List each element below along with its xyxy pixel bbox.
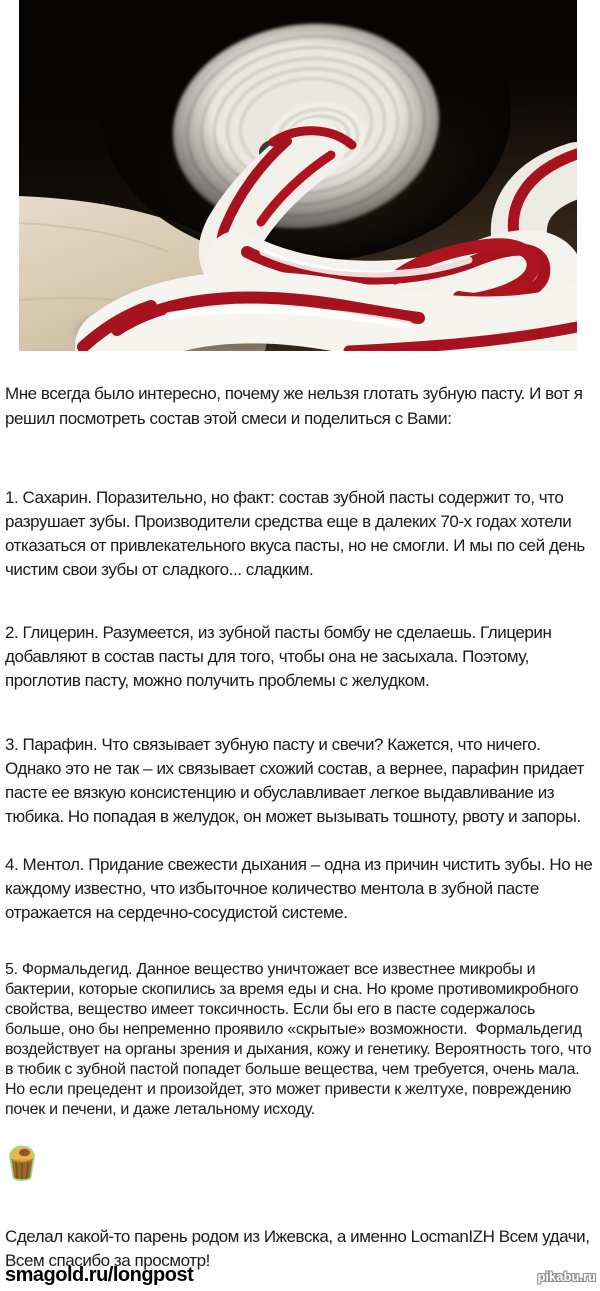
toothpaste-photo xyxy=(19,0,577,351)
ingredient-paragraph-saccharin: 1. Сахарин. Поразительно, но факт: состав зубной пасты содержит то, что разрушает зубы. Производители средства еще в далеких 70-х годах хотели отказаться от привлекательного вкуса пасты, но не смогли. И мы по сей день чистим свои зубы от сладкого... сладким. xyxy=(5,488,590,579)
ingredient-paragraph-paraffin: 3. Парафин. Что связывает зубную пасту и свечи? Кажется, что ничего. Однако это не так – их связывает схожий состав, а вернее, парафин придает пасте ее вязкую консистенцию и обуславливает легкое выдавливание из тюбика. Но попадая в желудок, он может вызывать тошноту, рвоту и запоры. xyxy=(5,735,589,826)
ingredient-paragraph-formaldehyde: 5. Формальдегид. Данное вещество уничтожает все известнее микробы и бактерии, которые скопились за время еды и сна. Но кроме противомикробного свойства, вещество имеет токсичность. Если бы его в пасте содержалось больше, оно бы непременно проявило «скрытые» возможности. Формальдегид воздействует на органы зрения и дыхания, кожу и генетику. Вероятность того, что в тюбик с зубной пастой попадет больше вещества, чем требуется, очень мала. Но если прецедент и произойдет, это может привести к желтухе, повреждению почек и печени, и даже летальному исходу. xyxy=(5,961,596,1118)
pikabu-watermark: pikabu.ru xyxy=(537,1269,596,1284)
ingredient-paragraph-menthol: 4. Ментол. Придание свежести дыхания – одна из причин чистить зубы. Но не каждому известно, что избыточное количество ментола в зубной пасте отражается на сердечно-сосудистой системе. xyxy=(5,855,597,922)
outro-paragraph: Сделал какой-то парень родом из Ижевска, а именно LocmanIZH Всем удачи, Всем спасибо за просмотр! xyxy=(5,1227,594,1270)
source-url-label: smagold.ru/longpost xyxy=(5,1264,194,1286)
muffin-icon xyxy=(5,1142,39,1184)
ingredient-paragraph-glycerin: 2. Глицерин. Разумеется, из зубной пасты бомбу не сделаешь. Глицерин добавляют в состав пасты для того, чтобы она не засыхала. Поэтому, проглотив пасту, можно получить проблемы с желудком. xyxy=(5,623,556,690)
toothpaste-photo-art xyxy=(19,0,577,351)
intro-paragraph: Мне всегда было интересно, почему же нельзя глотать зубную пасту. И вот я решил посмотреть состав этой смеси и поделиться с Вами: xyxy=(5,384,587,428)
